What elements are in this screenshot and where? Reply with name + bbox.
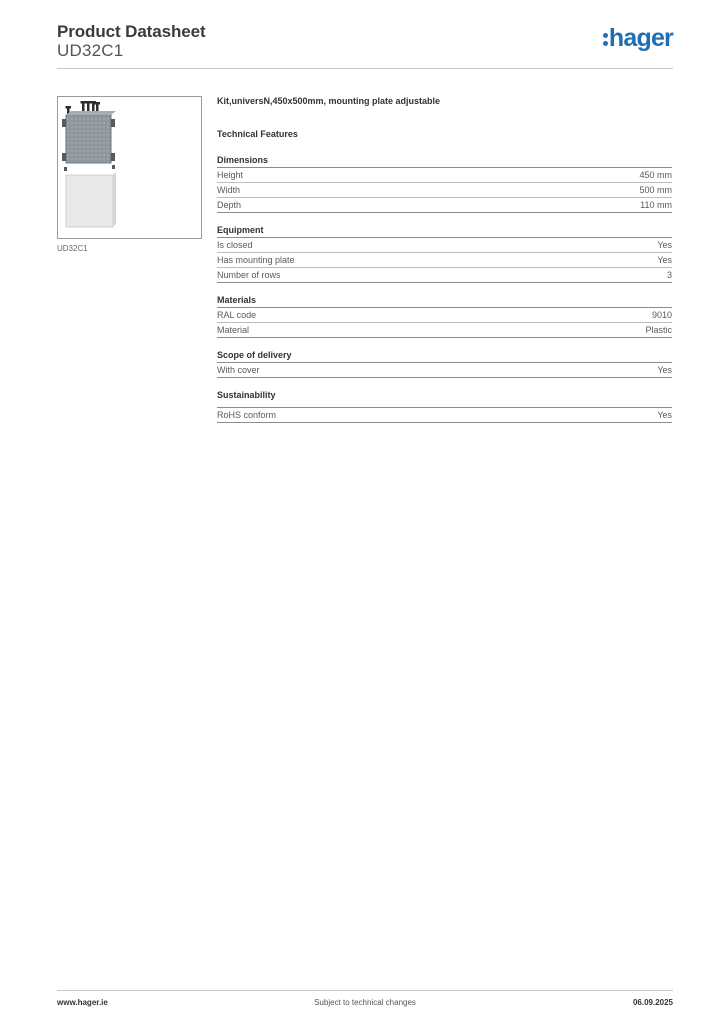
row-label: RAL code [217,310,257,320]
document-title: Product Datasheet [57,22,206,41]
row-value: Yes [657,255,672,265]
row-value: Plastic [645,325,672,335]
table-row [217,363,672,378]
section-heading: Materials [217,295,672,308]
section-heading: Equipment [217,225,672,238]
row-value: 9010 [651,310,672,320]
hager-logo [603,26,673,51]
section-heading: Dimensions [217,155,672,168]
table-row [217,308,672,323]
logo-text: hager [608,24,673,52]
page-footer [57,998,673,1012]
image-caption: UD32C1 [57,244,88,253]
table-row [217,183,672,198]
row-label: Is closed [217,240,253,250]
table-row [217,253,672,268]
product-details [217,96,672,423]
row-label: Has mounting plate [217,255,295,265]
footer-date: 06.09.2025 [632,998,673,1007]
table-row [217,268,672,283]
footer-divider [57,990,673,991]
logo-colon-icon [603,29,608,49]
website-link[interactable]: www.hager.ie [57,998,108,1007]
table-row [217,168,672,183]
row-value: Yes [657,240,672,250]
row-label: With cover [217,365,260,375]
table-row [217,408,672,423]
section-heading: Scope of delivery [217,350,672,363]
table-row [217,198,672,213]
row-label: Width [217,185,241,195]
footer-notice: Subject to technical changes [314,998,416,1007]
row-label: Number of rows [217,270,281,280]
row-value: Yes [657,410,672,420]
section-materials [217,295,672,338]
section-heading: Sustainability [217,390,672,408]
cover-panel [66,175,113,227]
row-value: Yes [657,365,672,375]
page-header [57,20,673,68]
enclosure-kit-icon [58,97,201,238]
product-image [57,96,202,239]
section-scope-of-delivery [217,350,672,378]
row-value: 110 mm [640,200,672,210]
row-value: 500 mm [639,185,672,195]
row-value: 3 [666,270,672,280]
table-row [217,323,672,338]
product-description: Kit,universN,450x500mm, mounting plate adjustable [217,96,441,106]
section-dimensions [217,155,672,213]
row-label: Height [217,170,244,180]
section-sustainability [217,390,672,423]
row-label: Material [217,325,250,335]
technical-features-heading: Technical Features [217,129,298,139]
row-label: RoHS conform [217,410,277,420]
table-row [217,238,672,253]
header-divider [57,68,673,69]
row-label: Depth [217,200,242,210]
product-code: UD32C1 [57,41,124,60]
section-equipment [217,225,672,283]
row-value: 450 mm [639,170,672,180]
